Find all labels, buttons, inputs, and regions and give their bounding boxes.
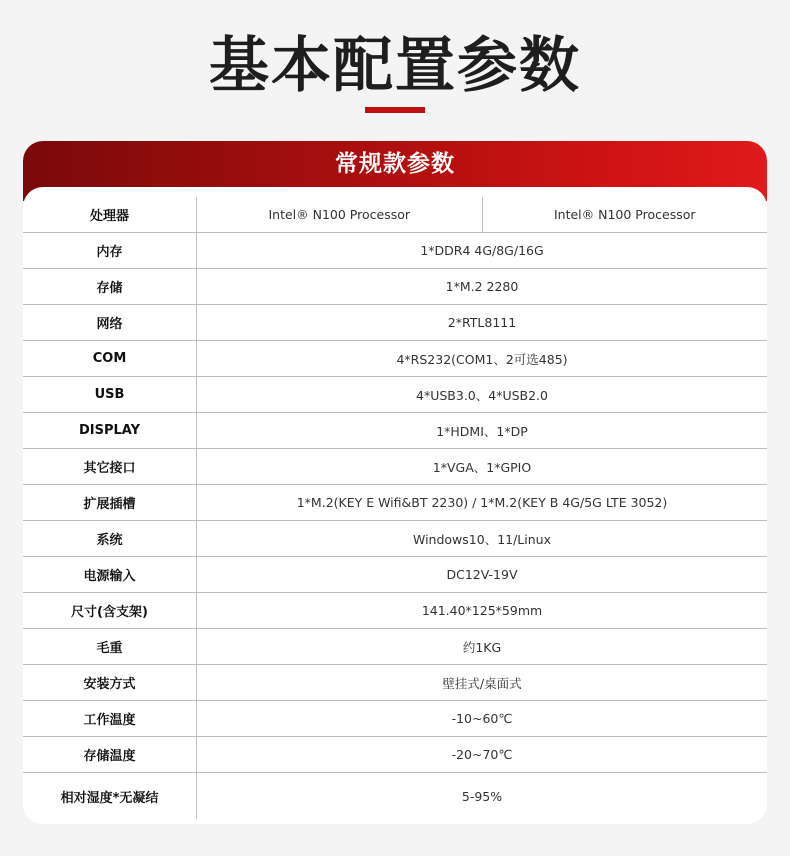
table-row [23,449,767,485]
table-row [23,593,767,629]
table-row [23,341,767,377]
row-value: 141.40*125*59mm [421,603,543,618]
row-value: -10~60℃ [451,711,513,726]
row-label: 毛重 [23,629,197,664]
table-row [23,557,767,593]
row-label: 扩展插槽 [23,485,197,520]
table-row [23,233,767,269]
row-label: 安装方式 [23,665,197,700]
row-value: 2*RTL8111 [447,315,517,330]
row-label: 相对湿度*无凝结 [23,773,197,819]
row-value: Intel® N100 Processor [197,197,483,232]
table-row [23,521,767,557]
table-row [23,701,767,737]
row-value: 约1KG [462,639,502,655]
row-value: 壁挂式/桌面式 [442,675,522,691]
page-title: 基本配置参数 [209,31,581,101]
row-value: 1*HDMI、1*DP [436,423,528,439]
table-row [23,737,767,773]
row-value: 1*M.2(KEY E Wifi&BT 2230) / 1*M.2(KEY B 4G/5G LTE 3052) [296,495,668,510]
row-value: 1*DDR4 4G/8G/16G [420,243,544,258]
table-row [23,413,767,449]
table-row [23,773,767,819]
spec-table [23,187,767,824]
row-value: 4*USB3.0、4*USB2.0 [416,387,548,403]
row-label: USB [23,377,197,412]
row-value: Windows10、11/Linux [412,531,551,547]
row-label: 电源输入 [23,557,197,592]
table-row [23,305,767,341]
spec-card [23,141,767,824]
row-label: 存储 [23,269,197,304]
title-underline [365,107,425,113]
table-row [23,485,767,521]
row-label: 网络 [23,305,197,340]
row-value: 4*RS232(COM1、2可选485) [396,351,568,367]
row-value: 1*M.2 2280 [445,279,519,294]
table-row [23,187,767,233]
row-label: 尺寸(含支架) [23,593,197,628]
row-value-alt: Intel® N100 Processor [553,207,696,222]
row-label: 工作温度 [23,701,197,736]
table-row [23,377,767,413]
row-label: 内存 [23,233,197,268]
row-label: 处理器 [23,197,197,232]
row-label: 存储温度 [23,737,197,772]
row-value: DC12V-19V [446,567,518,582]
row-label: COM [23,341,197,376]
table-row [23,665,767,701]
section-header-title: 常规款参数 [335,151,455,177]
row-value: -20~70℃ [451,747,513,762]
table-row [23,629,767,665]
row-label: 其它接口 [23,449,197,484]
table-row [23,269,767,305]
row-value: 1*VGA、1*GPIO [432,459,532,475]
row-value: 5-95% [461,788,503,804]
row-label: 系统 [23,521,197,556]
row-label: DISPLAY [23,413,197,448]
